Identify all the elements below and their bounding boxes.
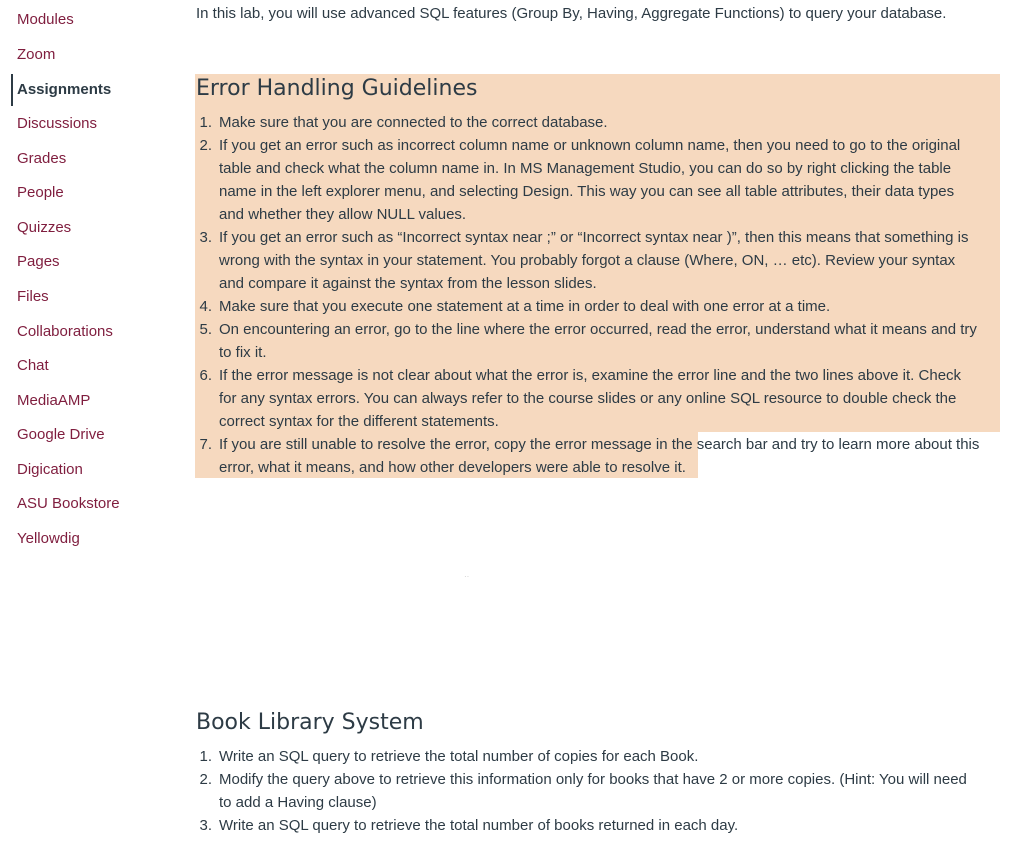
list-item-line: and whether they allow NULL values. [219, 206, 467, 223]
list-item-number: 3. [199, 229, 212, 246]
nav-item-discussions[interactable]: Discussions [17, 115, 98, 132]
active-indicator [11, 74, 13, 106]
nav-item-pages[interactable]: Pages [17, 253, 60, 270]
list-item-line: Modify the query above to retrieve this information only for books that have 2 or more copies. (Hint: You will need [219, 771, 967, 788]
list-item-line: If the error message is not clear about what the error is, examine the error line and the two lines above it. Check [219, 367, 962, 384]
list-item [196, 768, 1000, 814]
book-library-heading: Book Library System [196, 710, 424, 735]
list-item-line: table and check what the column name in. In MS Management Studio, you can do so by right clicking the table [219, 160, 952, 177]
list-item-line: If you are still unable to resolve the error, copy the error message in the search bar and try to learn more about this [219, 436, 980, 453]
list-item-line: If you get an error such as “Incorrect syntax near ;” or “Incorrect syntax near )”, then this means that something is [219, 229, 969, 246]
separator-dots: ·· [464, 572, 470, 581]
error-guidelines-list [196, 111, 1000, 479]
list-item-line: and compare it against the syntax from the lesson slides. [219, 275, 597, 292]
error-handling-heading: Error Handling Guidelines [196, 76, 478, 101]
nav-item-google-drive[interactable]: Google Drive [17, 426, 105, 443]
list-item [196, 134, 1000, 226]
nav-item-files[interactable]: Files [17, 288, 49, 305]
nav-item-assignments[interactable]: Assignments [17, 81, 112, 98]
list-item-number: 4. [199, 298, 212, 315]
list-item-line: Make sure that you execute one statement at a time in order to deal with one error at a time. [219, 298, 831, 315]
list-item [196, 111, 1000, 134]
list-item-line: error, what it means, and how other developers were able to resolve it. [219, 459, 686, 476]
list-item [196, 745, 1000, 768]
list-item [196, 318, 1000, 364]
list-item-line: to add a Having clause) [219, 794, 377, 811]
list-item-line: for any syntax errors. You can always refer to the course slides or any online SQL resource to double check the [219, 390, 957, 407]
nav-item-mediaamp[interactable]: MediaAMP [17, 392, 91, 409]
list-item-line: correct syntax for the different statements. [219, 413, 499, 430]
list-item-line: Write an SQL query to retrieve the total number of books returned in each day. [219, 817, 739, 834]
list-item-number: 5. [199, 321, 212, 338]
list-item-line: Write an SQL query to retrieve the total number of copies for each Book. [219, 748, 699, 765]
list-item-line: Make sure that you are connected to the correct database. [219, 114, 608, 131]
list-item-line: name in the left explorer menu, and selecting Design. This way you can see all table attributes, their data types [219, 183, 955, 200]
list-item-number: 6. [199, 367, 212, 384]
list-item [196, 295, 1000, 318]
lab-intro-text: In this lab, you will use advanced SQL features (Group By, Having, Aggregate Functions) to query your database. [196, 5, 947, 22]
list-item [196, 814, 1000, 837]
nav-item-people[interactable]: People [17, 184, 64, 201]
nav-item-zoom[interactable]: Zoom [17, 46, 56, 63]
list-item-number: 3. [199, 817, 212, 834]
nav-item-modules[interactable]: Modules [17, 11, 74, 28]
nav-item-grades[interactable]: Grades [17, 150, 67, 167]
nav-item-asu-bookstore[interactable]: ASU Bookstore [17, 495, 120, 512]
list-item-number: 7. [199, 436, 212, 453]
list-item-number: 2. [199, 137, 212, 154]
list-item-line: If you get an error such as incorrect column name or unknown column name, then you need to go to the original [219, 137, 961, 154]
list-item-number: 1. [199, 114, 212, 131]
nav-item-yellowdig[interactable]: Yellowdig [17, 530, 80, 547]
list-item [196, 433, 1000, 479]
list-item-number: 1. [199, 748, 212, 765]
library-tasks-list [196, 745, 1000, 837]
list-item [196, 364, 1000, 433]
list-item-line: On encountering an error, go to the line where the error occurred, read the error, understand what it means and try [219, 321, 977, 338]
nav-item-chat[interactable]: Chat [17, 357, 49, 374]
list-item-number: 2. [199, 771, 212, 788]
list-item-line: to fix it. [219, 344, 267, 361]
nav-item-digication[interactable]: Digication [17, 461, 83, 478]
nav-item-quizzes[interactable]: Quizzes [17, 219, 72, 236]
list-item-line: wrong with the syntax in your statement. You probably forgot a clause (Where, ON, … etc). Review your syntax [219, 252, 956, 269]
list-item [196, 226, 1000, 295]
nav-item-collaborations[interactable]: Collaborations [17, 323, 113, 340]
